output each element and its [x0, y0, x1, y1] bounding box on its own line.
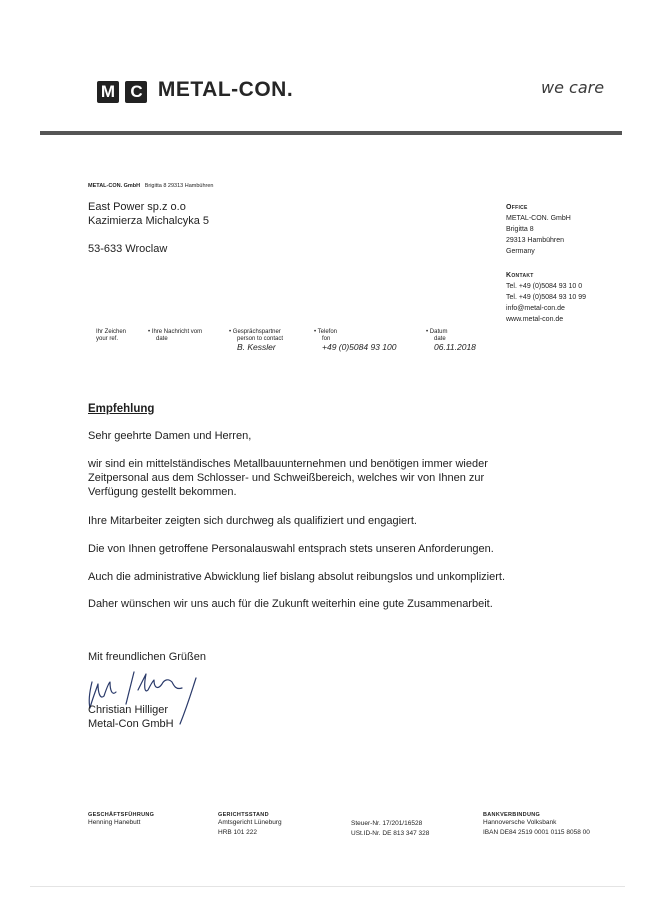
ref-your-message: • Ihre Nachricht vom date [148, 329, 203, 342]
ref-contact-person: • Gesprächspartner person to contact B. Kessler [229, 329, 284, 352]
footer-court-line-2: HRB 101 222 [218, 829, 258, 836]
contact-email[interactable]: info@metal-con.de [506, 305, 565, 312]
ref-date-value: 06.11.2018 [434, 342, 476, 352]
footer-bank-heading: BANKVERBINDUNG [483, 812, 541, 818]
footer-bank [483, 812, 590, 838]
office-city: 29313 Hambühren [506, 237, 564, 244]
footer-tax [351, 819, 429, 839]
footer-court-line-1: Amtsgericht Lüneburg [218, 819, 282, 826]
logo-mark-m: M [97, 81, 119, 103]
contact-tel-2: Tel. +49 (0)5084 93 10 99 [506, 294, 586, 301]
logo-wordmark: METAL-CON. [157, 78, 294, 101]
contact-website[interactable]: www.metal-con.de [506, 316, 564, 323]
sender-line [88, 183, 213, 189]
sender-address: Brigitta 8 29313 Hambühren [144, 183, 214, 189]
letter-paragraph-1-line-3: Verfügung gestellt bekommen. [88, 486, 237, 498]
letter-paragraph-4: Auch die administrative Abwicklung lief bislang absolut reibungslos und unkompliziert. [88, 571, 506, 583]
recipient-street: Kazimierza Michalcyka 5 [88, 215, 210, 227]
ref-phone-label-2: fon [322, 336, 331, 342]
footer-divider [30, 886, 625, 887]
ref-date-label-1: Datum [429, 329, 448, 335]
ref-contact-label-2: person to contact [237, 336, 284, 342]
header-divider [40, 131, 622, 135]
letter-paragraph-1 [88, 457, 488, 499]
ref-phone-label-1: Telefon [317, 329, 338, 335]
ref-your-ref-label-1: Ihr Zeichen [96, 329, 127, 335]
contact-tel-1: Tel. +49 (0)5084 93 10 0 [506, 283, 583, 290]
ref-your-ref [96, 329, 126, 343]
logo-mark-c: C [125, 81, 147, 103]
ref-your-msg-label-1: Ihre Nachricht vom [151, 329, 203, 335]
ref-phone: • Telefon fon +49 (0)5084 93 100 [314, 329, 397, 352]
sender-company: METAL-CON. GmbH [88, 183, 141, 189]
office-block [506, 202, 586, 325]
contact-heading: Kontakt [506, 272, 534, 279]
company-logo [97, 78, 293, 103]
letter-closing: Mit freundlichen Grüßen [88, 651, 206, 663]
footer-management-name: Henning Hanebutt [88, 819, 141, 826]
footer-management-heading: GESCHÄFTSFÜHRUNG [88, 812, 155, 818]
footer-management [88, 812, 154, 828]
ref-your-ref-label-2: your ref. [96, 336, 119, 342]
recipient-address [88, 200, 209, 256]
letter-paragraph-2: Ihre Mitarbeiter zeigten sich durchweg als qualifiziert und engagiert. [88, 515, 417, 527]
footer-tax-line-1: Steuer-Nr. 17/201/16528 [351, 820, 423, 827]
footer-bank-iban: IBAN DE84 2519 0001 0115 8058 00 [483, 829, 590, 836]
footer-tax-line-2: USt.ID-Nr. DE 813 347 328 [351, 830, 430, 837]
recipient-name: East Power sp.z o.o [88, 201, 186, 213]
tagline: we care [541, 78, 605, 97]
footer-court [218, 812, 282, 838]
letter-paragraph-3: Die von Ihnen getroffene Personalauswahl entsprach stets unseren Anforderungen. [88, 543, 494, 555]
office-country: Germany [506, 248, 535, 255]
ref-date: • Datum date 06.11.2018 [426, 329, 476, 352]
recipient-city: 53-633 Wroclaw [88, 243, 168, 255]
signer-block [88, 703, 174, 731]
ref-contact-value: B. Kessler [237, 342, 276, 352]
ref-your-msg-label-2: date [156, 336, 168, 342]
footer-bank-name: Hannoversche Volksbank [483, 819, 557, 826]
office-heading: Office [506, 204, 528, 211]
letter-paragraph-5: Daher wünschen wir uns auch für die Zukunft weiterhin eine gute Zusammenarbeit. [88, 598, 493, 610]
office-street: Brigitta 8 [506, 226, 534, 233]
ref-contact-label-1: Gesprächspartner [232, 329, 281, 335]
office-company: METAL-CON. GmbH [506, 215, 571, 222]
letter-subject: Empfehlung [88, 403, 155, 415]
signer-name: Christian Hilliger [88, 704, 169, 716]
letter-paragraph-1-line-1: wir sind ein mittelständisches Metallbauunternehmen und benötigen immer wieder [88, 458, 488, 470]
ref-date-label-2: date [434, 336, 446, 342]
signer-company: Metal-Con GmbH [88, 718, 174, 730]
footer-court-heading: GERICHTSSTAND [218, 812, 269, 818]
letter-salutation: Sehr geehrte Damen und Herren, [88, 430, 252, 442]
ref-phone-value: +49 (0)5084 93 100 [322, 342, 397, 352]
letter-paragraph-1-line-2: Zeitpersonal aus dem Schlosser- und Schweißbereich, welches wir von Ihnen zur [88, 472, 485, 484]
